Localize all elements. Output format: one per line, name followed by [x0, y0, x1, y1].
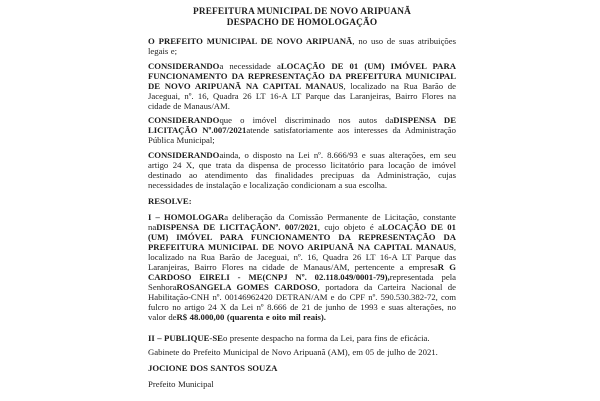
- text-run: , no uso de suas atribuições legais e;: [148, 36, 456, 56]
- text-run: Prefeito Municipal: [148, 379, 214, 389]
- fecho-gabinete: [148, 347, 456, 357]
- item-ii-publique-se: [148, 333, 456, 343]
- item-i-homologar: [148, 212, 456, 322]
- text-run: , localizado na Rua Barão de Jaceguai, nº. 16, Quadra 26 LT 16-A LT Parque das Laranjeiras, Bairro Flores na cidade de Manaus/AM.: [148, 80, 456, 111]
- document-title-line1: PREFEITURA MUNICIPAL DE NOVO ARIPUANÃ: [193, 7, 411, 17]
- text-run: , portadora da Carteira Nacional de Habilitação-CNH nº. 00146962420 DETRAN/AM e do CPF nº. 590.530.382-72, com fulcro no artigo 24 X da Lei nº 8.666 de 21 de junho de 1993 e suas alterações, no valor de: [148, 281, 456, 322]
- bold-text-run: DISPENSA DE LICITAÇÃO Nº.007/2021: [148, 115, 456, 135]
- text-run: ainda, o disposto na Lei nº. 8.666/93 e suas alterações, em seu artigo 24 X, que trata da dispensa de processo licitatório para locação de imóvel destinado ao atendimento das finalidades precipuas da Administração, cujas necessidades de instalação e localização condicionam a sua escolha.: [148, 149, 456, 190]
- bold-text-run: LOCAÇÃO DE 01 (UM) IMÓVEL PARA FUNCIONAMENTO DA REPRESENTAÇÃO DA PREFEITURA MUNICIPAL DE NOVO ARIPUANÃ NA CAPITAL MANAUS: [148, 60, 456, 91]
- considerando-1: [148, 61, 456, 111]
- bold-text-run: LOCAÇÃO DE 01 (UM) IMÓVEL PARA FUNCIONAMENTO DA REPRESENTAÇÃO DA PREFEITURA MUNICIPAL DE NOVO ARIPUANÃ NA CAPITAL MANAUS: [148, 221, 456, 252]
- bold-text-run: JOCIONE DOS SANTOS SOUZA: [148, 363, 278, 373]
- text-run: atende satisfatoriamente aos interesses da Administração Pública Municipal;: [148, 125, 456, 145]
- despacho-de-homologacao-document: [148, 7, 456, 394]
- bold-text-run: CONSIDERANDO: [148, 60, 220, 71]
- bold-text-run: DISPENSA DE LICITAÇÃONº. 007/2021: [156, 221, 318, 232]
- bold-text-run: II – PUBLIQUE-SE: [148, 332, 223, 343]
- bold-text-run: O PREFEITO MUNICIPAL DE NOVO ARIPUANÃ: [148, 36, 353, 46]
- bold-text-run: CONSIDERANDO: [148, 149, 220, 160]
- bold-text-run: RESOLVE:: [148, 195, 192, 206]
- considerando-3: [148, 150, 456, 190]
- assinatura-cargo: [148, 379, 456, 389]
- preambulo-prefeito: [148, 36, 456, 56]
- bold-text-run: R$ 48.000,00 (quarenta e oito mil reais).: [176, 311, 326, 322]
- text-run: , cujo objeto é a: [317, 221, 382, 232]
- text-run: , localizado na Rua Barão de Jaceguai, nº. 16, Quadra 26 LT 16-A LT Parque das Laranjeiras, Bairro Flores na cidade de Manaus/AM, pertencente a empresa: [148, 241, 456, 272]
- resolve: [148, 196, 456, 206]
- bold-text-run: CONSIDERANDO: [148, 115, 220, 125]
- bold-text-run: ROSANGELA GOMES CARDOSO: [176, 281, 318, 292]
- bold-text-run: R G CARDOSO EIRELI - ME(CNPJ Nº. 02.118.049/0001-79),: [148, 261, 456, 282]
- text-run: a deliberação da Comissão Permanente de Licitação, constante na: [148, 211, 456, 232]
- document-body: [148, 36, 456, 389]
- text-run: o presente despacho na forma da Lei, para fins de eficácia.: [222, 332, 430, 343]
- text-run: representada pela Senhora: [148, 271, 456, 292]
- document-title-line2: DESPACHO DE HOMOLOGAÇÃO: [226, 17, 378, 28]
- document-header: [148, 7, 456, 28]
- bold-text-run: I – HOMOLOGAR: [148, 211, 225, 222]
- considerando-2: [148, 115, 456, 145]
- text-run: que o imóvel discriminado nos autos da: [219, 115, 394, 125]
- text-run: Gabinete do Prefeito Municipal de Novo Aripuanã (AM), em 05 de julho de 2021.: [148, 347, 438, 357]
- text-run: a necessidade a: [219, 60, 281, 71]
- assinatura-nome: [148, 363, 456, 373]
